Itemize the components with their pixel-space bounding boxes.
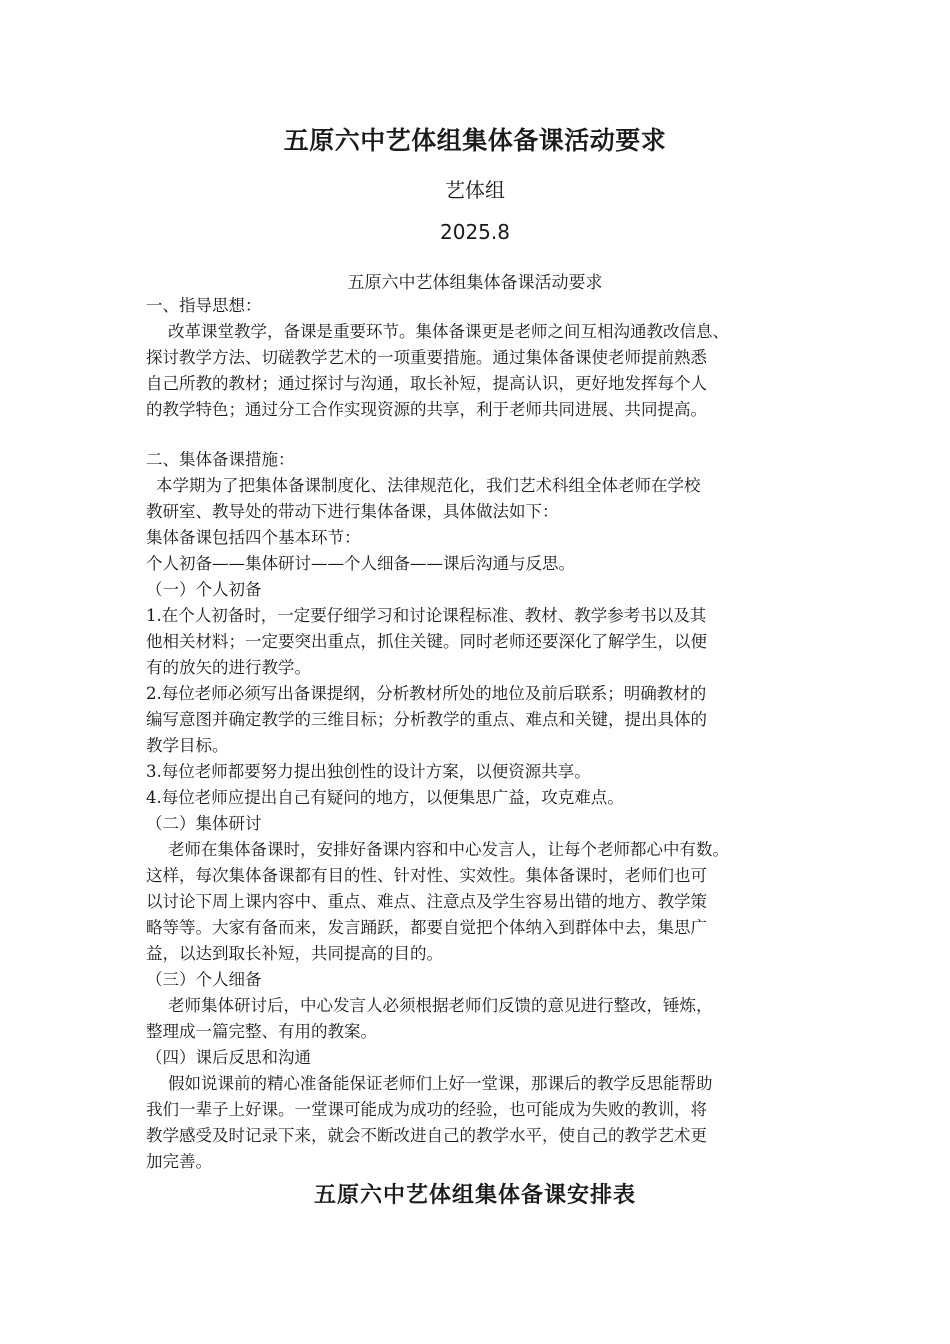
paragraph-line: 集体备课包括四个基本环节：: [146, 528, 361, 547]
list-item-cont: 编写意图并确定教学的三维目标；分析教学的重点、难点和关键，提出具体的: [146, 710, 707, 729]
heading-guiding: 一、指导思想：: [146, 296, 262, 315]
paragraph-line: 老师集体研讨后，中心发言人必须根据老师们反馈的意见进行整改，锤炼，: [168, 996, 713, 1015]
paragraph-line: 这样，每次集体备课都有目的性、针对性、实效性。集体备课时，老师们也可: [146, 866, 707, 885]
paragraph-line: 略等等。大家有备而来，发言踊跃，都要自觉把个体纳入到群体中去，集思广: [146, 918, 707, 937]
paragraph-line: 益，以达到取长补短，共同提高的目的。: [146, 944, 443, 963]
section-heading: 五原六中艺体组集体备课活动要求: [347, 273, 603, 293]
list-item: 1.在个人初备时，一定要仔细学习和讨论课程标准、教材、教学参考书以及其: [146, 606, 707, 625]
paragraph-line: 探讨教学方法、切磋教学艺术的一项重要措施。通过集体备课使老师提前熟悉: [146, 348, 707, 367]
subheading-1: （一）个人初备: [146, 580, 262, 599]
list-item: 3.每位老师都要努力提出独创性的设计方案，以便资源共享。: [146, 762, 591, 781]
paragraph-line: 的教学特色；通过分工合作实现资源的共享，利于老师共同进展、共同提高。: [146, 400, 707, 419]
paragraph-line: 本学期为了把集体备课制度化、法律规范化，我们艺术科组全体老师在学校: [156, 476, 701, 495]
paragraph-line: 改革课堂教学，备课是重要环节。集体备课更是老师之间互相沟通教改信息、: [168, 322, 729, 341]
heading-measures: 二、集体备课措施：: [146, 450, 295, 469]
group-name: 艺体组: [445, 178, 505, 202]
paragraph-line: 加完善。: [146, 1152, 212, 1171]
list-item: 2.每位老师必须写出备课提纲，分析教材所处的地位及前后联系；明确教材的: [146, 684, 707, 703]
list-item: 4.每位老师应提出自己有疑问的地方，以便集思广益，攻克难点。: [146, 788, 624, 807]
blank-line: [146, 423, 826, 447]
paragraph-line: 我们一辈子上好课。一堂课可能成为成功的经验，也可能成为失败的教训，将: [146, 1100, 707, 1119]
paragraph-line: 假如说课前的精心准备能保证老师们上好一堂课，那课后的教学反思能帮助: [168, 1074, 713, 1093]
subheading-3: （三）个人细备: [146, 970, 262, 989]
paragraph-line: 教学感受及时记录下来，就会不断改进自己的教学水平，使自己的教学艺术更: [146, 1126, 707, 1145]
schedule-title: 五原六中艺体组集体备课安排表: [313, 1182, 636, 1208]
list-item-cont: 教学目标。: [146, 736, 229, 755]
list-item-cont: 有的放矢的进行教学。: [146, 658, 311, 677]
subheading-4: （四）课后反思和沟通: [146, 1048, 311, 1067]
document-body: [146, 293, 826, 1175]
subheading-2: （二）集体研讨: [146, 814, 262, 833]
paragraph-line: 以讨论下周上课内容中、重点、难点、注意点及学生容易出错的地方、教学策: [146, 892, 707, 911]
document-title: 五原六中艺体组集体备课活动要求: [283, 126, 667, 155]
paragraph-line: 老师在集体备课时，安排好备课内容和中心发言人，让每个老师都心中有数。: [168, 840, 729, 859]
document-date: 2025.8: [440, 220, 510, 244]
paragraph-line: 教研室、教导处的带动下进行集体备课，具体做法如下：: [146, 502, 559, 521]
paragraph-line: 整理成一篇完整、有用的教案。: [146, 1022, 377, 1041]
list-item-cont: 他相关材料；一定要突出重点，抓住关键。同时老师还要深化了解学生，以便: [146, 632, 707, 651]
paragraph-line: 个人初备——集体研讨——个人细备——课后沟通与反思。: [146, 554, 575, 573]
paragraph-line: 自己所教的教材；通过探讨与沟通，取长补短，提高认识，更好地发挥每个人: [146, 374, 707, 393]
